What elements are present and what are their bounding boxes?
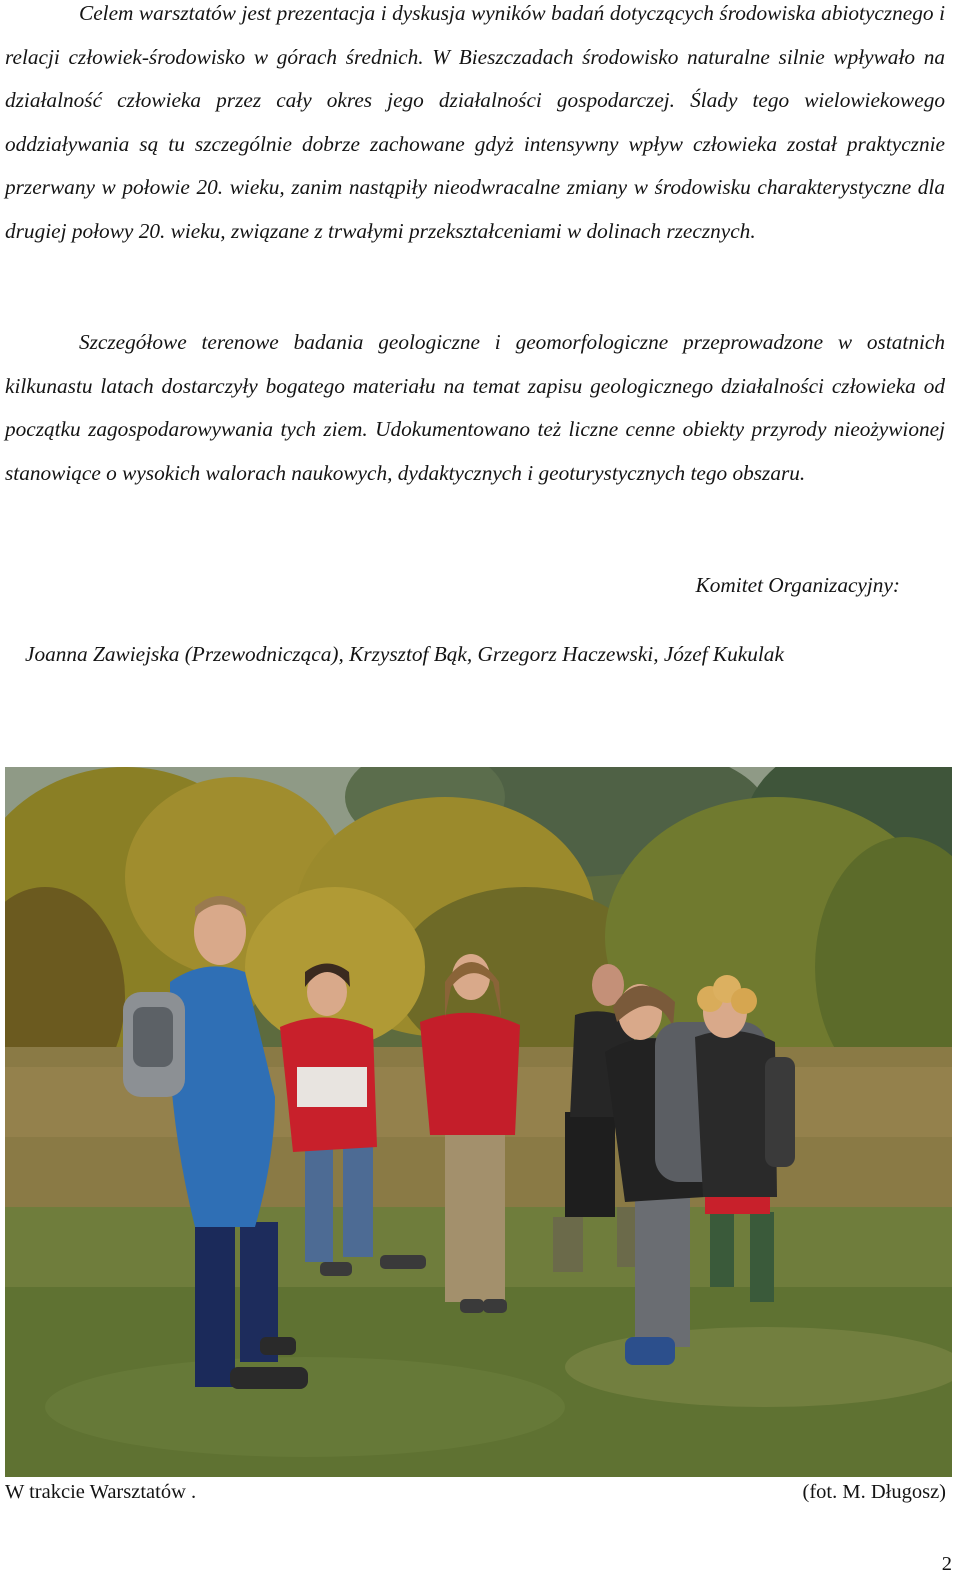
photo-caption: W trakcie Warsztatów .: [5, 1481, 197, 1503]
committee-members: Joanna Zawiejska (Przewodnicząca), Krzysztof Bąk, Grzegorz Haczewski, Józef Kukulak: [25, 642, 784, 666]
committee-label: Komitet Organizacyjny:: [695, 573, 900, 597]
research-paragraph-text: Szczegółowe terenowe badania geologiczne i geomorfologiczne przeprowadzone w ostatnich kilkunastu latach dostarczyły bogatego materiału na temat zapisu geologicznego działalności człowieka od początku zagospodarowywania tych ziem. Udokumentowano też liczne cenne obiekty przyrody nieożywionej stanowiące o wysokich walorach naukowych, dydaktycznych i geoturystycznych tego obszaru.: [5, 330, 945, 485]
intro-paragraph-text: Celem warsztatów jest prezentacja i dyskusja wyników badań dotyczących środowiska abiotycznego i relacji człowiek-środowisko w górach średnich. W Bieszczadach środowisko naturalne silnie wpływało na działalność człowieka przez cały okres jego działalności gospodarczej. Ślady tego wielowiekowego oddziaływania są tu szczególnie dobrze zachowane gdyż intensywny wpływ człowieka został praktycznie przerwany w połowie 20. wieku, zanim nastąpiły nieodwracalne zmiany w środowisku charakterystyczne dla drugiej połowy 20. wieku, związane z trwałymi przekształceniami w dolinach rzecznych.: [5, 1, 945, 243]
group-photo: [5, 767, 952, 1477]
photo-credit: (fot. M. Długosz): [802, 1481, 946, 1503]
group-photo-drawing: [5, 767, 952, 1477]
intro-paragraph: [5, 0, 945, 253]
page-number: 2: [941, 1553, 952, 1575]
research-paragraph: [5, 321, 945, 495]
